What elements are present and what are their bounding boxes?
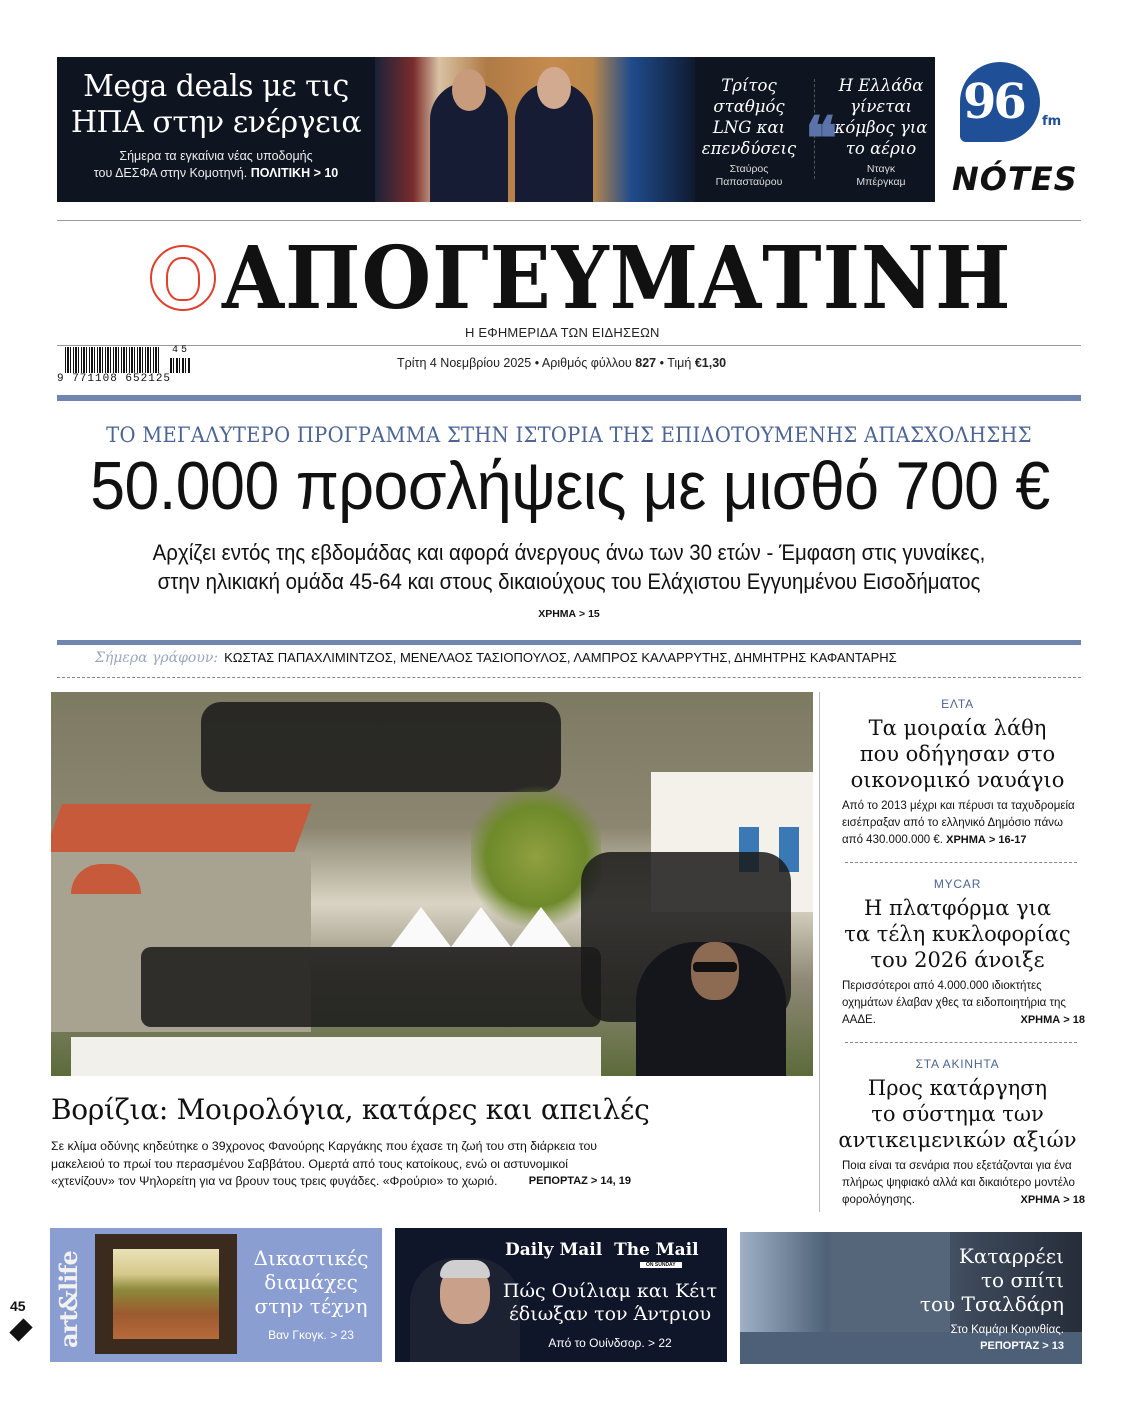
standfirst-line: Αρχίζει εντός της εβδομάδας και αφορά άνεργους άνω των 30 ετών - Έμφαση στις γυναίκες, — [152, 540, 986, 565]
mail-mastheads — [505, 1240, 699, 1268]
lead-page-ref[interactable]: ΧΡΗΜΑ > 15 — [538, 608, 600, 620]
box-headline — [920, 1244, 1064, 1316]
sidebar-story-elta[interactable] — [830, 697, 1085, 849]
quote-author: Παπασταύρου — [715, 176, 783, 188]
story-category: MYCAR — [933, 877, 982, 891]
photo-story-ref[interactable]: ΡΕΠΟΡΤΑΖ > 14, 19 — [528, 1175, 631, 1187]
writers-line — [95, 650, 897, 666]
headline-line: Πώς Ουίλιαμ και Κέιτ — [502, 1280, 718, 1302]
photo-story-body — [51, 1138, 631, 1191]
headline-line: Προς κατάργηση — [867, 1076, 1048, 1100]
on-sunday-tag: ON SUNDAY — [640, 1262, 682, 1268]
quote-mark-icon: ❝ — [805, 104, 838, 174]
sidebar-story-mycar[interactable] — [830, 877, 1085, 1029]
story-ref[interactable]: ΧΡΗΜΑ > 18 — [1020, 1014, 1085, 1026]
quote-line: LNG και — [712, 118, 786, 137]
person-head — [452, 69, 486, 111]
quote-author: Νταγκ — [866, 163, 896, 175]
story-ref[interactable]: ΧΡΗΜΑ > 16-17 — [946, 834, 1027, 846]
main-photo[interactable] — [51, 692, 813, 1076]
quote-line: επενδύσεις — [701, 139, 797, 158]
barcode-number: 9 771108 652125 — [57, 373, 172, 385]
radio-name: NÓTES — [952, 160, 1078, 198]
top-banner-photo — [375, 57, 695, 202]
tagline: Η ΕΦΗΜΕΡΙΔΑ ΤΩΝ ΕΙΔΗΣΕΩΝ — [465, 325, 660, 340]
story-headline — [830, 1075, 1085, 1153]
box-subtitle: Στο Καμάρι Κορινθίας. — [950, 1324, 1064, 1336]
accent-bar — [57, 395, 1081, 401]
owl-icon — [166, 257, 200, 301]
headline-line: το σπίτι — [980, 1268, 1064, 1292]
box-ref: ΡΕΠΟΡΤΑΖ > 13 — [980, 1340, 1064, 1352]
owl-coin-logo-icon — [150, 245, 216, 311]
separator: • — [534, 356, 540, 370]
headline-line: ΗΠΑ στην ενέργεια — [70, 105, 362, 140]
top-banner-headline — [57, 69, 375, 141]
dashed-divider — [57, 677, 1081, 678]
story-category: ΕΛΤΑ — [941, 697, 974, 711]
quote-line: σταθμός — [713, 97, 785, 116]
story-body: Ποια είναι τα σενάρια που εξετάζονται για ένα πλήρως ψηφιακό αλλά και δικαιότερο μοντέλο φορολόγησης. — [842, 1160, 1075, 1206]
story-body: Από το 2013 μέχρι και πέρυσι τα ταχυδρομεία εισέπραξαν από το ελληνικό Δημόσιο πάνω από 430.000.000 €. — [842, 800, 1075, 846]
page-number: 45 — [10, 1298, 26, 1314]
quote-line: κόμβος για — [834, 118, 928, 137]
headline-line: του Τσαλδάρη — [919, 1292, 1064, 1316]
story-headline — [830, 715, 1085, 793]
art-life-box[interactable] — [50, 1228, 382, 1362]
writers-label: Σήμερα γράφουν: — [95, 650, 219, 666]
headline-line: αντικειμενικών αξιών — [838, 1128, 1077, 1152]
dashed-divider — [845, 1042, 1077, 1043]
price-label: Τιμή — [667, 356, 692, 370]
story-text — [830, 798, 1085, 849]
headline-line: το σύστημα των — [871, 1102, 1044, 1126]
subtitle-line: του ΔΕΣΦΑ στην Κομοτηνή. — [93, 166, 248, 180]
person-hair — [440, 1260, 490, 1278]
headline-line: Mega deals με τις — [83, 69, 349, 104]
top-banner-subtitle — [57, 148, 375, 182]
quote-line: Τρίτος — [721, 76, 777, 95]
issue-number: 827 — [635, 356, 657, 370]
headline-line: διαμάχες — [264, 1270, 358, 1294]
headline-line: Δικαστικές — [253, 1246, 369, 1270]
headline-line: στην τέχνη — [254, 1294, 368, 1318]
issue-date: Τρίτη 4 Νοεμβρίου 2025 — [397, 356, 532, 370]
painting-frame — [95, 1234, 237, 1354]
headline-line: του 2026 άνοιξε — [870, 948, 1045, 972]
rule — [57, 220, 1081, 221]
section-label: art&life — [54, 1251, 83, 1348]
box-headline — [245, 1246, 377, 1318]
column-rule — [819, 692, 820, 1212]
top-banner-quotes — [695, 57, 935, 202]
price: €1,30 — [694, 356, 727, 370]
white-wall — [71, 1037, 601, 1076]
headline-line: που οδήγησαν στο — [859, 742, 1056, 766]
lead-headline[interactable]: 50.000 προσλήψεις με μισθό 700 € — [90, 448, 1050, 524]
photo-story-text: Σε κλίμα οδύνης κηδεύτηκε ο 39χρονος Φανούρης Καργάκης που έχασε τη ζωή του στη διάρκεια του μακελειού το πρωί του περασμένου Σαββάτου. Ομερτά από τους κατοίκους, ενώ οι αστυνομικοί «χτενίζουν» τον Ψηλορείτη για να βρουν τους τρεις φυγάδες. «Φρούριο» το χωριό. — [51, 1139, 598, 1188]
box-headline — [500, 1280, 720, 1326]
subtitle-line: Σήμερα τα εγκαίνια νέας υποδομής — [119, 149, 313, 163]
person-head — [537, 67, 571, 109]
page-ref: ΠΟΛΙΤΙΚΗ > 10 — [250, 166, 339, 180]
top-banner-story — [57, 57, 375, 202]
top-banner[interactable] — [57, 57, 935, 202]
radio-logo[interactable] — [960, 62, 1062, 154]
quote-block — [827, 75, 935, 189]
crowd — [201, 702, 561, 792]
quote-author: Σταύρος — [729, 163, 769, 175]
radio-fm-label: fm — [1042, 114, 1062, 129]
box-ref: Από το Ουίνδσορ. > 22 — [548, 1336, 672, 1350]
issue-label: Αριθμός φύλλου — [541, 356, 632, 370]
story-ref[interactable]: ΧΡΗΜΑ > 18 — [1020, 1194, 1085, 1206]
quote-author: Μπέργκαμ — [856, 176, 906, 188]
headline-line: Τα μοιραία λάθη — [868, 716, 1047, 740]
story-category: ΣΤΑ ΑΚΙΝΗΤΑ — [915, 1057, 1000, 1071]
quote-line: το αέριο — [845, 139, 917, 158]
newspaper-title: ΑΠΟΓΕΥΜΑΤΙΝΗ — [222, 228, 1012, 329]
mail-on-sunday-logo: The Mail — [614, 1240, 699, 1260]
daily-mail-logo: Daily Mail — [505, 1240, 603, 1260]
photo-story-headline[interactable]: Βορίζια: Μοιρολόγια, κατάρες και απειλές — [51, 1093, 650, 1126]
quote-line: γίνεται — [850, 97, 912, 116]
headline-line: Καταρρέει — [958, 1244, 1064, 1268]
separator: • — [659, 356, 664, 370]
van-gogh-painting — [113, 1249, 219, 1339]
accent-bar — [57, 640, 1081, 645]
lead-kicker: ΤΟ ΜΕΓΑΛΥΤΕΡΟ ΠΡΟΓΡΑΜΜΑ ΣΤΗΝ ΙΣΤΟΡΙΑ ΤΗΣ ΕΠΙΔΟΤΟΥΜΕΝΗΣ ΑΠΑΣΧΟΛΗΣΗΣ — [106, 423, 1032, 447]
standfirst-line: στην ηλικιακή ομάδα 45-64 και στους δικαιούχους του Ελάχιστου Εγγυημένου Εισοδήματος — [157, 569, 981, 594]
dashed-divider — [845, 862, 1077, 863]
writers-names: ΚΩΣΤΑΣ ΠΑΠΑΧΛΙΜΙΝΤΖΟΣ, ΜΕΝΕΛΑΟΣ ΤΑΣΙΟΠΟΥΛΟΣ, ΛΑΜΠΡΟΣ ΚΑΛΑΡΡΥΤΗΣ, ΔΗΜΗΤΡΗΣ ΚΑΦΑΝΤΑΡΗΣ — [224, 650, 897, 665]
daily-mail-box[interactable] — [395, 1228, 727, 1362]
radio-frequency: 96 — [963, 74, 1024, 130]
headline-line: τα τέλη κυκλοφορίας — [844, 922, 1071, 946]
headline-line: έδιωξαν τον Άντριου — [508, 1303, 712, 1325]
story-body: Περισσότεροι από 4.000.000 ιδιοκτήτες οχημάτων έλαβαν χθες τα ειδοποιητήρια της ΑΑΔΕ. — [842, 980, 1066, 1026]
barcode-addon-icon — [170, 358, 190, 373]
story-text — [830, 1158, 1085, 1209]
sidebar-story-real-estate[interactable] — [830, 1057, 1085, 1209]
crowd — [141, 947, 601, 1027]
box-ref: Βαν Γκογκ. > 23 — [268, 1328, 354, 1342]
diamond-icon — [9, 1318, 32, 1341]
rule — [57, 345, 1081, 346]
barcode-addon: 45 — [172, 345, 191, 356]
lead-standfirst — [93, 538, 1045, 596]
quote-block — [695, 75, 803, 189]
tsaldaris-house-box[interactable] — [740, 1232, 1082, 1364]
headline-line: οικονομικό ναυάγιο — [850, 768, 1065, 792]
quote-line: Η Ελλάδα — [838, 76, 924, 95]
barcode-icon — [65, 347, 161, 373]
dateline — [397, 356, 726, 370]
sunglasses — [693, 962, 737, 972]
headline-line: Η πλατφόρμα για — [863, 896, 1052, 920]
story-text — [830, 978, 1085, 1029]
story-headline — [830, 895, 1085, 973]
